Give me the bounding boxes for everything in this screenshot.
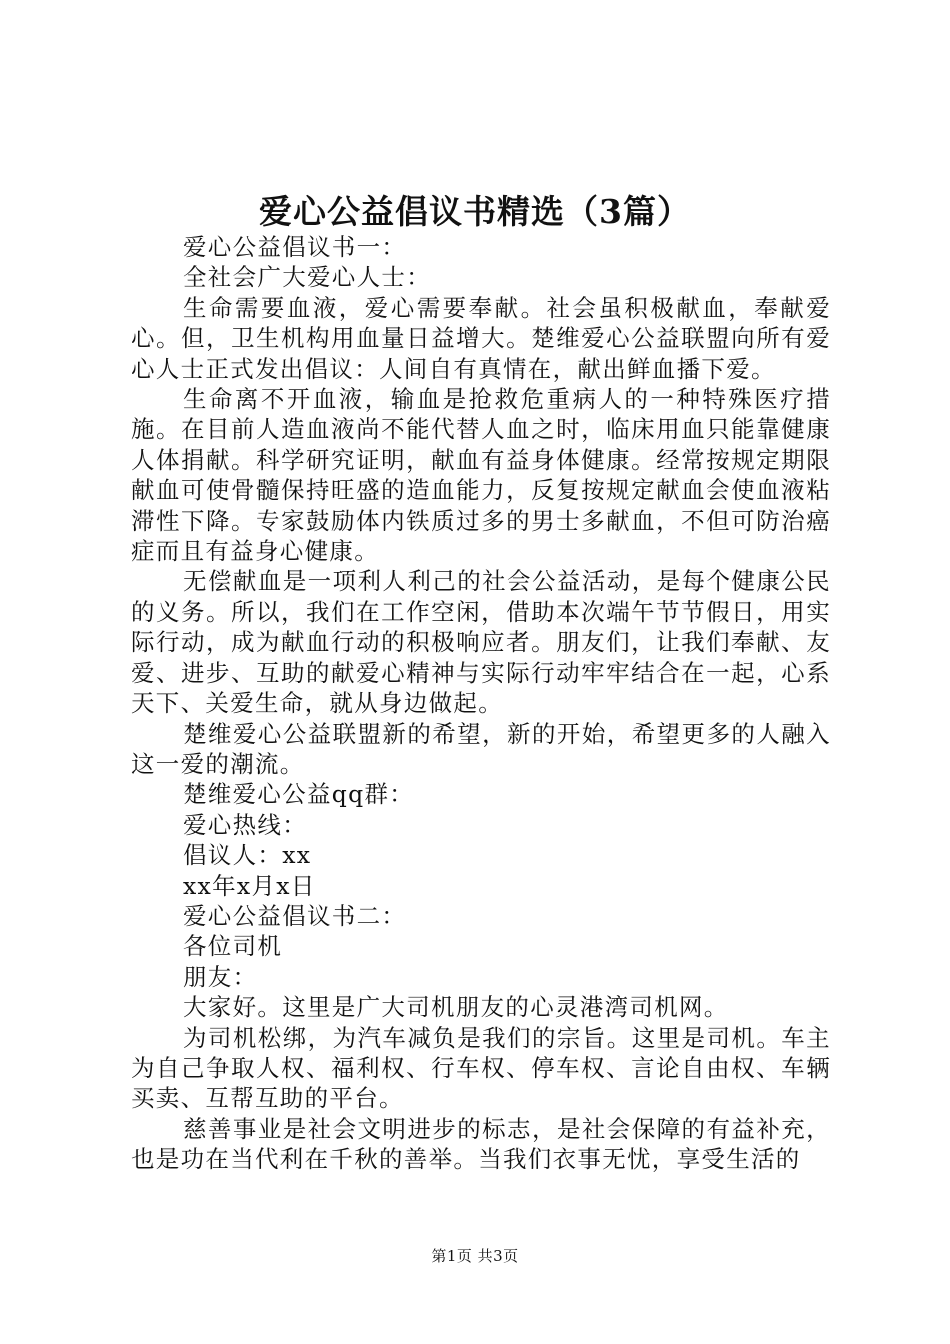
- page-number-footer: 第1页 共3页: [431, 1247, 519, 1265]
- paragraph-heading-one: 爱心公益倡议书一：: [183, 233, 407, 261]
- paragraph: 生命离不开血液，输血是抢救危重病人的一种特殊医疗措施。在目前人造血液尚不能代替人血之时，临床用血只能靠健康人体捐献。科学研究证明，献血有益身体健康。经常按规定期限献血可使骨髓保持旺盛的造血能力，反复按规定献血会使血液粘滞性下降。专家鼓励体内铁质过多的男士多献血，不但可防治癌症而且有益身心健康。: [131, 385, 831, 566]
- paragraph-hotline: 爱心热线：: [183, 810, 307, 839]
- paragraph: 无偿献血是一项利人利己的社会公益活动，是每个健康公民的义务。所以，我们在工作空闲，借助本次端午节节假日，用实际行动，成为献血行动的积极响应者。朋友们，让我们奉献、友爱、进步、互助的献爱心精神与实际行动牢牢结合在一起，心系天下、关爱生命，就从身边做起。: [131, 567, 831, 718]
- paragraph: 大家好。这里是广大司机朋友的心灵港湾司机网。: [183, 993, 729, 1022]
- paragraph-salutation: 朋友：: [183, 962, 258, 991]
- paragraph-qq-group: 楚维爱心公益qq群：: [183, 780, 415, 809]
- paragraph-salutation: 各位司机: [183, 932, 283, 961]
- paragraph-salutation: 全社会广大爱心人士：: [183, 263, 431, 292]
- paragraph-heading-two: 爱心公益倡议书二：: [183, 901, 407, 930]
- paragraph: 慈善事业是社会文明进步的标志，是社会保障的有益补充，也是功在当代利在千秋的善举。当我们衣事无忧，享受生活的: [131, 1114, 831, 1174]
- document-body: [131, 232, 831, 1175]
- paragraph-date: xx年x月x日: [183, 871, 316, 900]
- document-title: 爱心公益倡议书精选（3篇）: [259, 192, 691, 231]
- paragraph: 为司机松绑，为汽车减负是我们的宗旨。这里是司机。车主为自己争取人权、福利权、行车权、停车权、言论自由权、车辆买卖、互帮互助的平台。: [131, 1023, 831, 1113]
- paragraph: 楚维爱心公益联盟新的希望，新的开始，希望更多的人融入这一爱的潮流。: [131, 719, 831, 778]
- paragraph: 生命需要血液，爱心需要奉献。社会虽积极献血，奉献爱心。但，卫生机构用血量日益增大。楚维爱心公益联盟向所有爱心人士正式发出倡议：人间自有真情在，献出鲜血播下爱。: [131, 293, 831, 383]
- paragraph-initiator: 倡议人：xx: [183, 841, 312, 870]
